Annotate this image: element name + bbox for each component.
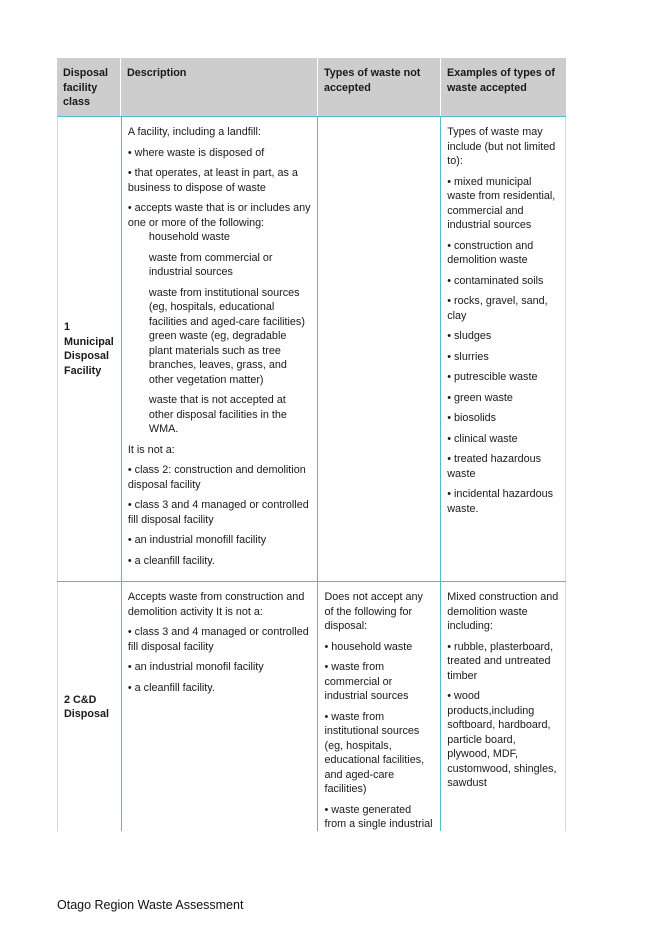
table-row [57, 582, 566, 831]
description-line: • class 3 and 4 managed or controlled fill disposal facility [127, 626, 309, 653]
row-label-text: 2 C&D Disposal [64, 693, 110, 720]
row-label-text: 1 Municipal Disposal Facility [64, 321, 114, 377]
description-line: A facility, including a landfill: [127, 126, 261, 138]
examples-line: • construction and demolition waste [447, 239, 534, 266]
header-description: Description [121, 58, 318, 116]
examples-line: Mixed construction and demolition waste including: [447, 591, 559, 632]
not-accepted-cell [318, 117, 441, 581]
examples-line: • putrescible waste [447, 371, 538, 383]
description-line: • class 3 and 4 managed or controlled fill disposal facility [127, 499, 309, 526]
description-line: • class 2: construction and demolition disposal facility [127, 464, 306, 491]
examples-line: • sludges [447, 330, 492, 342]
description-line: It is not a: [127, 443, 175, 456]
description-subitem: green waste (eg, degradable plant materials such as tree branches, leaves, grass, and other vegetation matter) [148, 330, 287, 386]
examples-line: • slurries [447, 350, 489, 363]
description-cell [122, 582, 319, 831]
description-line: • a cleanfill facility. [127, 554, 215, 567]
description-line: • where waste is disposed of [127, 146, 265, 159]
examples-cell [441, 117, 566, 581]
not-accepted-line: • waste from institutional sources (eg, hospitals, educational facilities, and aged-care facilities) [324, 710, 425, 795]
description-line: • an industrial monofil facility [127, 661, 264, 673]
row-label [58, 582, 122, 831]
description-line: • accepts waste that is or includes any one or more of the following: [127, 202, 311, 229]
not-accepted-cell [318, 582, 441, 831]
description-line: • an industrial monofill facility [127, 534, 267, 546]
header-examples-accepted: Examples of types of waste accepted [441, 58, 566, 116]
description-line: • that operates, at least in part, as a business to dispose of waste [127, 167, 298, 194]
table-row [57, 116, 566, 582]
examples-line: • contaminated soils [447, 274, 544, 287]
examples-line: • rocks, gravel, sand, clay [447, 295, 548, 322]
description-line: • a cleanfill facility. [127, 681, 215, 694]
description-subitem: waste from commercial or industrial sources [148, 251, 273, 278]
not-accepted-line: • waste generated from a single industrial [324, 803, 433, 830]
page-footer: Otago Region Waste Assessment [57, 898, 244, 912]
examples-line: • green waste [447, 391, 513, 404]
description-line: Accepts waste from construction and demolition activity It is not a: [127, 591, 305, 618]
header-disposal-facility-class: Disposal facility class [57, 58, 121, 116]
description-subitem: household waste [148, 231, 230, 243]
examples-line: • rubble, plasterboard, treated and untreated timber [447, 640, 554, 682]
table-header-row [57, 58, 566, 116]
description-cell [122, 117, 319, 581]
not-accepted-line: • waste from commercial or industrial sources [324, 661, 409, 702]
not-accepted-line: Does not accept any of the following for disposal: [324, 591, 423, 632]
examples-line: • incidental hazardous waste. [447, 488, 554, 515]
description-subitem: waste from institutional sources (eg, hospitals, educational facilities and aged-care facilities) [148, 286, 305, 328]
examples-line: • wood products,including softboard, hardboard, particle board, plywood, MDF, customwood, shingles, sawdust [447, 690, 557, 789]
examples-line: Types of waste may include (but not limited to): [447, 126, 556, 167]
examples-line: • clinical waste [447, 432, 518, 445]
row-label [58, 117, 122, 581]
examples-line: • treated hazardous waste [447, 453, 542, 480]
examples-cell [441, 582, 566, 831]
waste-facility-table [57, 58, 566, 831]
examples-line: • biosolids [447, 412, 497, 424]
examples-line: • mixed municipal waste from residential, commercial and industrial sources [447, 175, 556, 231]
not-accepted-line: • household waste [324, 640, 413, 653]
header-types-not-accepted: Types of waste not accepted [318, 58, 441, 116]
description-subitem: waste that is not accepted at other disposal facilities in the WMA. [148, 394, 287, 435]
